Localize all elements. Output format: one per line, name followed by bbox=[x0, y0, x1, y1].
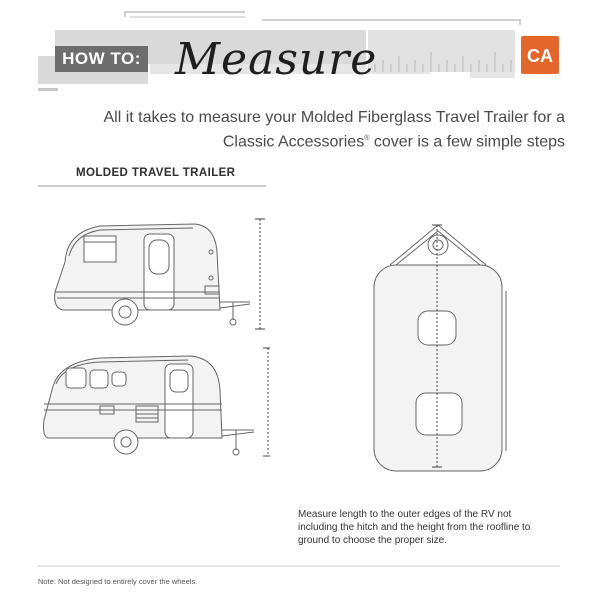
page-title: Measure bbox=[175, 34, 378, 85]
section-title: MOLDED TRAVEL TRAILER bbox=[76, 167, 236, 179]
registered-mark: ® bbox=[364, 135, 370, 142]
section-underline bbox=[38, 184, 268, 188]
height-arrow-icon bbox=[250, 215, 270, 460]
length-arrow-icon bbox=[428, 222, 448, 472]
how-to-tag: HOW TO: bbox=[55, 46, 148, 72]
intro-line-1: All it takes to measure your Molded Fiberglass Travel Trailer for a bbox=[103, 109, 565, 126]
trailer-side-view-icon bbox=[45, 212, 275, 337]
brand-logo-icon bbox=[521, 36, 559, 74]
intro-text bbox=[60, 107, 565, 152]
ruler-icon bbox=[367, 30, 515, 72]
svg-text:CA: CA bbox=[527, 46, 553, 66]
footer-divider bbox=[38, 564, 562, 568]
intro-line-2: Classic Accessories® cover is a few simple steps bbox=[222, 133, 565, 151]
measure-instructions: Measure length to the outer edges of the RV not including the hitch and the height from the roofline to ground to choose the proper size. bbox=[298, 509, 531, 546]
trailer-side-view-alt-icon bbox=[40, 350, 280, 460]
footnote: Note: Not designed to entirely cover the wheels. bbox=[38, 577, 198, 586]
